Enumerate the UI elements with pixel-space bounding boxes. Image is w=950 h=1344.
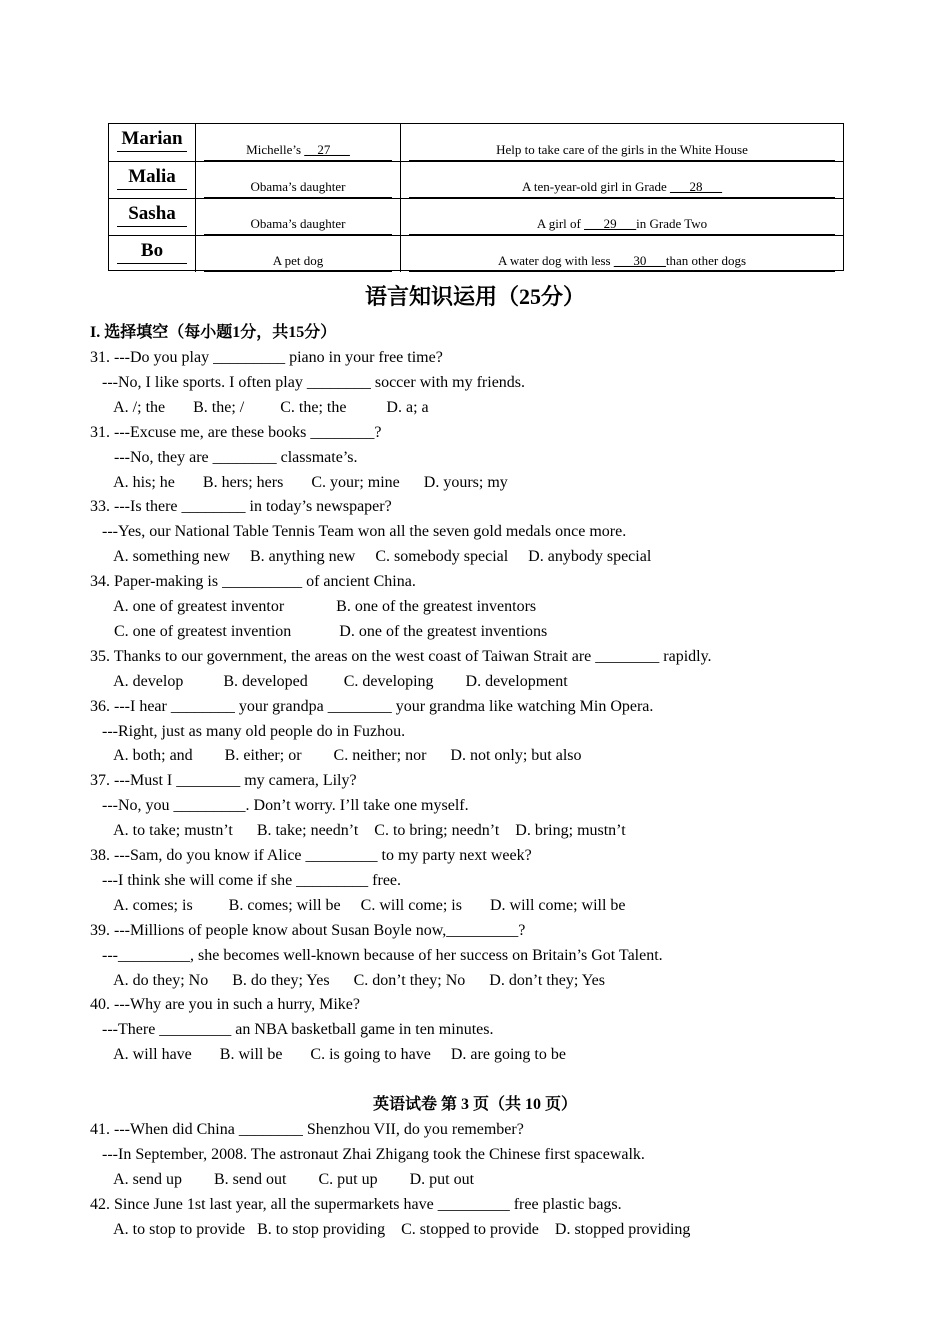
- question-line: 33. ---Is there ________ in today’s newspaper?: [90, 498, 392, 516]
- question-line: C. one of greatest invention D. one of the greatest inventions: [90, 622, 548, 640]
- question-line: A. both; and B. either; or C. neither; nor D. not only; but also: [90, 747, 582, 765]
- name-cell: Marian: [117, 128, 187, 152]
- table-row: [109, 161, 843, 198]
- blank-30: ___30___: [613, 253, 666, 268]
- question-line: A. send up B. send out C. put up D. put out: [90, 1170, 475, 1188]
- question-line: A. will have B. will be C. is going to have D. are going to be: [90, 1046, 566, 1064]
- question-line: 40. ---Why are you in such a hurry, Mike?: [90, 996, 360, 1014]
- question-line: 37. ---Must I ________ my camera, Lily?: [90, 772, 357, 790]
- question-line: 31. ---Excuse me, are these books ________?: [90, 423, 382, 441]
- question-line: A. do they; No B. do they; Yes C. don’t they; No D. don’t they; Yes: [90, 971, 605, 989]
- blank-29: ___29___: [584, 216, 637, 231]
- question-line: ---There _________ an NBA basketball game in ten minutes.: [90, 1021, 494, 1039]
- question-line: 35. Thanks to our government, the areas on the west coast of Taiwan Strait are ________ rapidly.: [90, 647, 712, 665]
- question-line: A. to take; mustn’t B. take; needn’t C. to bring; needn’t D. bring; mustn’t: [90, 822, 626, 840]
- question-line: ---No, you _________. Don’t worry. I’ll take one myself.: [90, 797, 469, 815]
- table-row: [109, 235, 843, 272]
- question-line: A. his; he B. hers; hers C. your; mine D. yours; my: [90, 473, 508, 491]
- question-line: ---No, I like sports. I often play ________ soccer with my friends.: [90, 373, 526, 391]
- page-footer: 英语试卷 第 3 页（共 10 页）: [372, 1096, 577, 1113]
- identity-cell: Obama’s daughter: [204, 178, 392, 198]
- question-line: 31. ---Do you play _________ piano in your free time?: [90, 349, 443, 366]
- name-cell: Bo: [117, 240, 187, 264]
- character-table: [108, 123, 844, 271]
- description-cell: A girl of ___29___in Grade Two: [409, 215, 835, 235]
- question-line: 42. Since June 1st last year, all the supermarkets have _________ free plastic bags.: [90, 1195, 622, 1213]
- question-line: ---No, they are ________ classmate’s.: [90, 448, 358, 466]
- blank-27: __27___: [304, 142, 350, 157]
- description-cell: Help to take care of the girls in the White House: [409, 141, 835, 161]
- name-cell: Malia: [117, 166, 187, 190]
- question-line: 34. Paper-making is __________ of ancient China.: [90, 573, 416, 591]
- table-row: [109, 198, 843, 235]
- question-line: A. comes; is B. comes; will be C. will come; is D. will come; will be: [90, 896, 626, 914]
- name-cell: Sasha: [117, 203, 187, 227]
- question-line: 41. ---When did China ________ Shenzhou VII, do you remember?: [90, 1121, 524, 1138]
- question-line: 36. ---I hear ________ your grandpa ________ your grandma like watching Min Opera.: [90, 697, 654, 715]
- question-line: A. develop B. developed C. developing D. development: [90, 672, 568, 690]
- identity-cell: Obama’s daughter: [204, 215, 392, 235]
- question-line: A. something new B. anything new C. somebody special D. anybody special: [90, 548, 652, 566]
- identity-cell: A pet dog: [204, 252, 392, 272]
- identity-cell: Michelle’s __27___: [204, 141, 392, 161]
- description-cell: A ten-year-old girl in Grade ___28___: [409, 178, 835, 198]
- question-line: ---I think she will come if she _________ free.: [90, 871, 402, 889]
- blank-28: ___28___: [670, 179, 723, 194]
- question-line: 39. ---Millions of people know about Susan Boyle now,_________?: [90, 921, 526, 939]
- subsection-heading: I. 选择填空（每小题1分，共15分）: [90, 324, 337, 341]
- question-line: A. to stop to provide B. to stop providing C. stopped to provide D. stopped providing: [90, 1220, 691, 1238]
- question-line: A. one of greatest inventor B. one of the greatest inventors: [90, 598, 537, 615]
- section-title: 语言知识运用（25分）: [364, 284, 585, 309]
- description-cell: A water dog with less ___30___than other dogs: [409, 252, 835, 272]
- question-line: ---Right, just as many old people do in Fuzhou.: [90, 722, 406, 740]
- question-line: ---Yes, our National Table Tennis Team won all the seven gold medals once more.: [90, 523, 627, 541]
- question-line: A. /; the B. the; / C. the; the D. a; a: [90, 398, 429, 416]
- table-row: [109, 124, 843, 161]
- question-line: ---_________, she becomes well-known because of her success on Britain’s Got Talent.: [90, 946, 663, 964]
- question-line: ---In September, 2008. The astronaut Zhai Zhigang took the Chinese first spacewalk.: [90, 1145, 645, 1163]
- question-line: 38. ---Sam, do you know if Alice _________ to my party next week?: [90, 847, 532, 864]
